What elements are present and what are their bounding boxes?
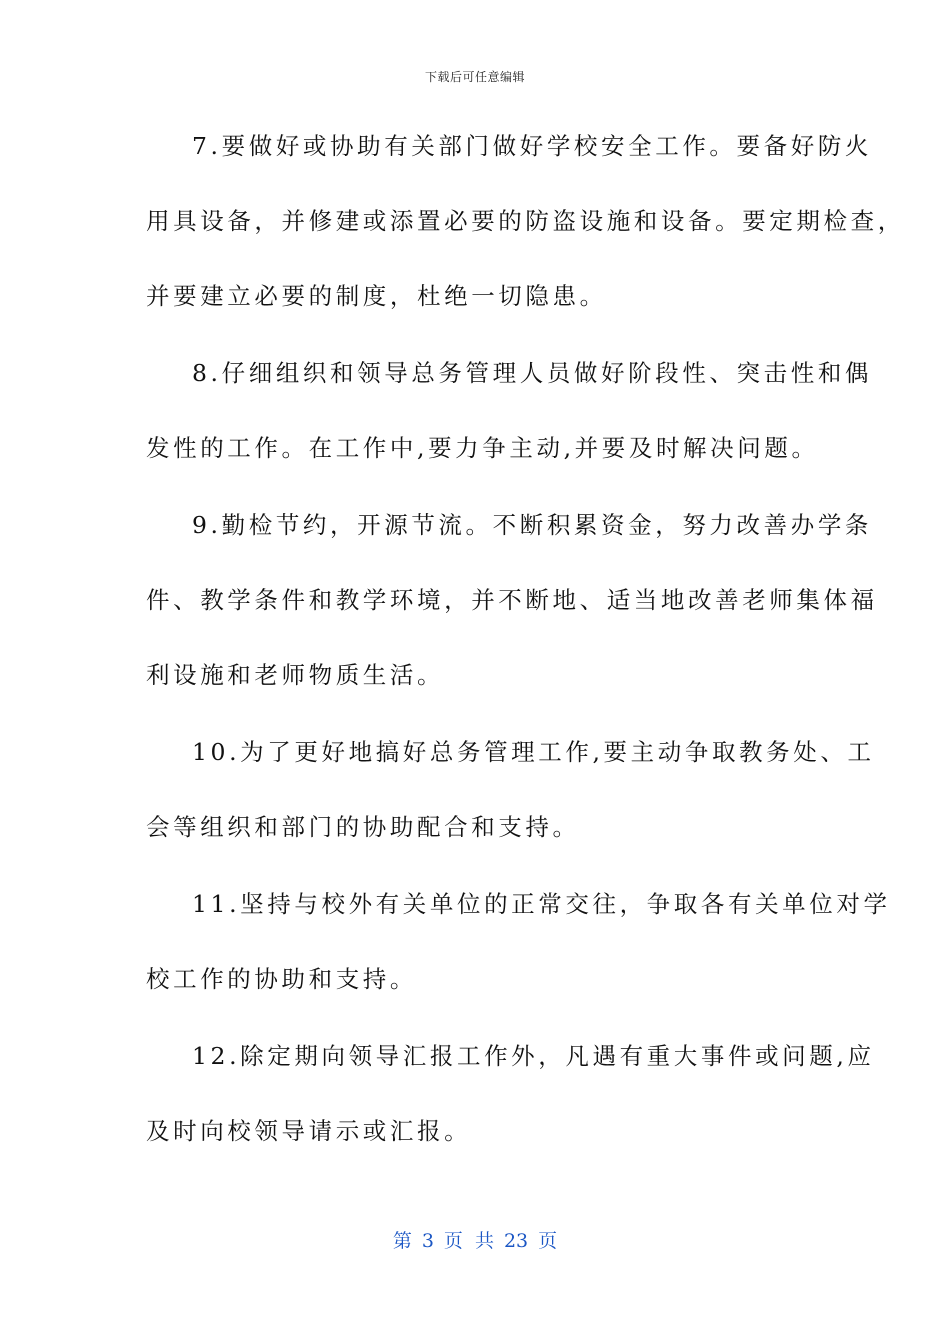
paragraph-line: 校工作的协助和支持。 <box>146 965 417 993</box>
paragraph-line: 及时向校领导请示或汇报。 <box>146 1117 472 1145</box>
document-body <box>146 126 905 1188</box>
paragraph-line: 并要建立必要的制度，杜绝一切隐患。 <box>146 282 607 310</box>
paragraph-item-9 <box>146 505 878 730</box>
paragraph-line: 10.为了更好地搞好总务管理工作,要主动争取教务处、工 <box>192 738 875 766</box>
paragraph-line: 发性的工作。在工作中,要力争主动,并要及时解决问题。 <box>146 434 819 462</box>
header-note: 下载后可任意编辑 <box>424 70 525 84</box>
paragraph-line: 件、教学条件和教学环境，并不断地、适当地改善老师集体福 <box>146 586 878 614</box>
paragraph-line: 7.要做好或协助有关部门做好学校安全工作。要备好防火 <box>192 132 873 160</box>
paragraph-item-7 <box>146 126 905 351</box>
page-number-footer <box>0 1226 950 1253</box>
paragraph-line: 利设施和老师物质生活。 <box>146 661 445 689</box>
paragraph-line: 11.坚持与校外有关单位的正常交往，争取各有关单位对学 <box>192 890 891 918</box>
paragraph-item-11 <box>146 884 891 1034</box>
page-label-mid: 页 共 <box>443 1230 494 1252</box>
page-label-suffix: 页 <box>538 1230 558 1252</box>
paragraph-line: 12.除定期向领导汇报工作外，凡遇有重大事件或问题,应 <box>192 1042 875 1070</box>
total-pages-number: 23 <box>503 1230 529 1252</box>
paragraph-item-12 <box>146 1036 875 1186</box>
page-label-prefix: 第 <box>392 1230 412 1252</box>
paragraph-line: 用具设备，并修建或添置必要的防盗设施和设备。要定期检查， <box>146 207 905 235</box>
paragraph-item-10 <box>146 732 875 882</box>
current-page-number: 3 <box>421 1230 434 1252</box>
paragraph-item-8 <box>146 353 873 503</box>
paragraph-line: 会等组织和部门的协助配合和支持。 <box>146 813 580 841</box>
paragraph-line: 9.勤检节约，开源节流。不断积累资金，努力改善办学条 <box>192 511 873 539</box>
paragraph-line: 8.仔细组织和领导总务管理人员做好阶段性、突击性和偶 <box>192 359 873 387</box>
